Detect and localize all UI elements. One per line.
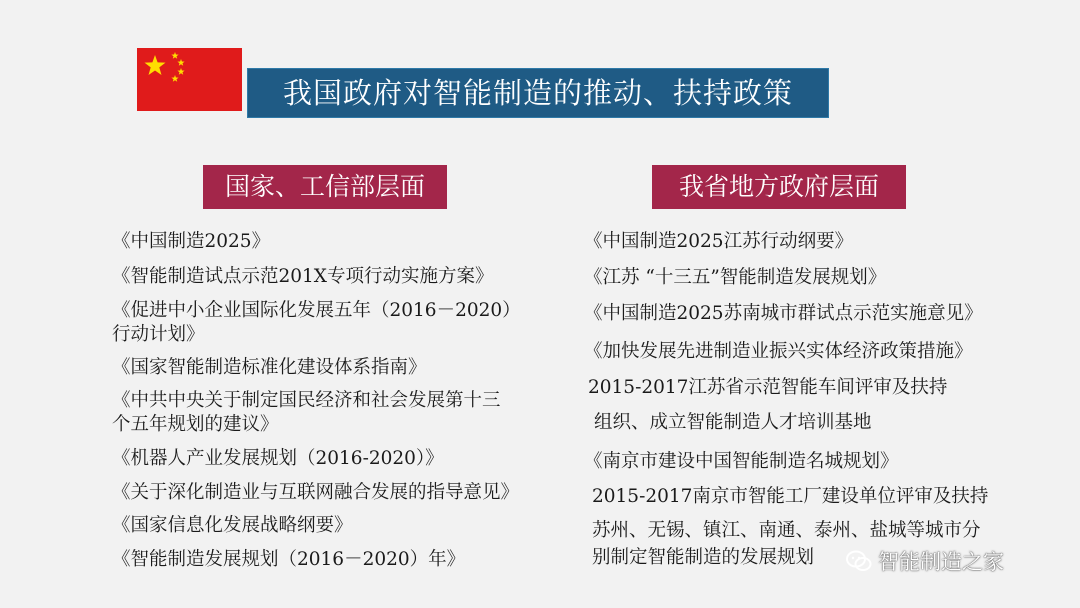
list-item: 《加快发展先进制造业振兴实体经济政策措施》 <box>584 341 973 362</box>
list-item: 《机器人产业发展规划（2016-2020）》 <box>112 448 444 469</box>
national-policy-list <box>112 0 562 608</box>
list-item: 2015-2017南京市智能工厂建设单位评审及扶持 <box>592 486 989 507</box>
section-heading-national: 国家、工信部层面 <box>203 165 447 209</box>
list-item: 行动计划》 <box>112 324 205 345</box>
provincial-policy-list <box>584 0 1044 608</box>
wechat-icon <box>846 549 872 573</box>
list-item: 《智能制造发展规划（2016－2020）年》 <box>112 549 466 570</box>
list-item: 《中共中央关于制定国民经济和社会发展第十三 <box>112 390 501 411</box>
list-item: 《江苏 “十三五”智能制造发展规划》 <box>584 267 887 288</box>
list-item: 别制定智能制造的发展规划 <box>592 547 815 568</box>
list-item: 2015-2017江苏省示范智能车间评审及扶持 <box>588 377 948 398</box>
list-item: 苏州、无锡、镇江、南通、泰州、盐城等城市分 <box>592 520 981 541</box>
list-item: 组织、成立智能制造人才培训基地 <box>594 412 872 433</box>
section-heading-provincial: 我省地方政府层面 <box>652 165 906 209</box>
list-item: 《国家信息化发展战略纲要》 <box>112 515 353 536</box>
list-item: 个五年规划的建议》 <box>112 414 279 435</box>
list-item: 《智能制造试点示范201X专项行动实施方案》 <box>112 266 494 287</box>
list-item: 《南京市建设中国智能制造名城规划》 <box>584 451 899 472</box>
watermark-text: 智能制造之家 <box>878 550 1004 574</box>
list-item: 《关于深化制造业与互联网融合发展的指导意见》 <box>112 482 520 503</box>
list-item: 《国家智能制造标准化建设体系指南》 <box>112 357 427 378</box>
list-item: 《促进中小企业国际化发展五年（2016－2020） <box>112 300 521 321</box>
watermark <box>846 546 1004 576</box>
page-title: 我国政府对智能制造的推动、扶持政策 <box>247 68 829 118</box>
list-item: 《中国制造2025江苏行动纲要》 <box>584 231 854 252</box>
list-item: 《中国制造2025苏南城市群试点示范实施意见》 <box>584 303 983 324</box>
list-item: 《中国制造2025》 <box>112 231 271 252</box>
